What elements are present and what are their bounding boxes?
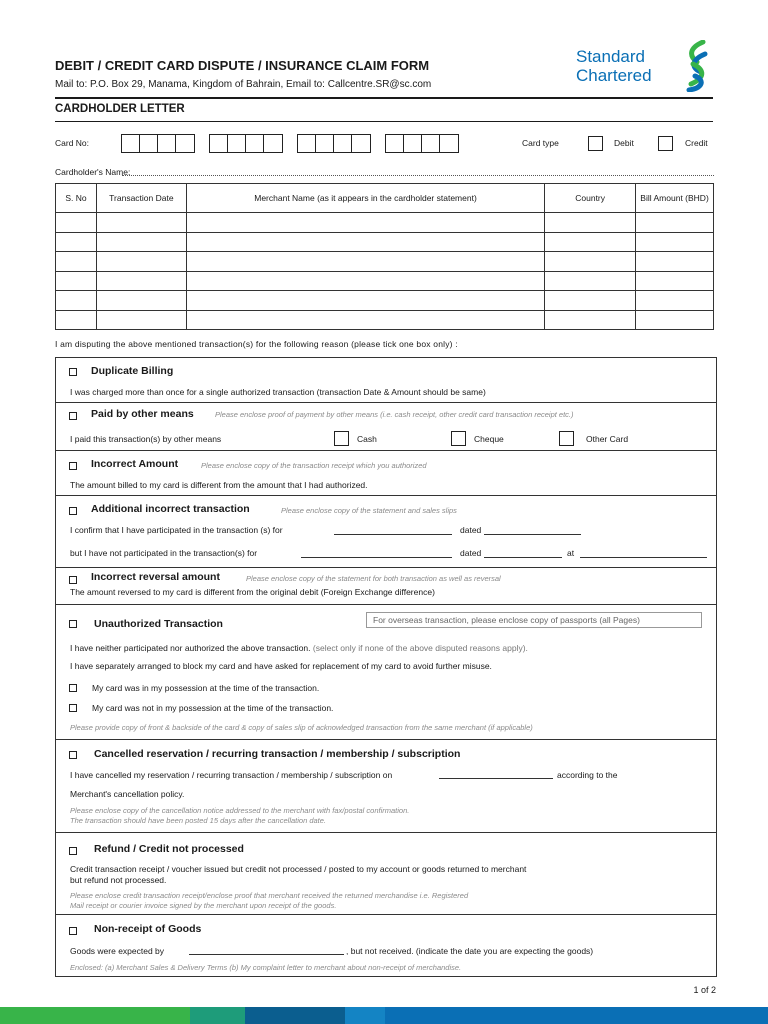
col-merchant-name: Merchant Name (as it appears in the cardholder statement) [186,184,544,213]
reversal-note: Please enclose copy of the statement for both transaction as well as reversal [246,574,501,583]
card-type-label: Card type [522,138,559,148]
additional-amount-field-2[interactable] [301,557,452,558]
nonreceipt-note: Enclosed: (a) Merchant Sales & Delivery Terms (b) My complaint letter to merchant about non-receipt of merchandise. [70,963,462,972]
table-header-row [56,184,714,213]
logo-mark-icon [681,40,713,92]
page-number: 1 of 2 [693,985,716,995]
debit-label: Debit [614,138,634,148]
refund-line2: but refund not processed. [70,875,167,885]
cancelled-line2: Merchant's cancellation policy. [70,789,185,799]
col-transaction-date: Transaction Date [96,184,186,213]
unauthorized-line1 [70,643,528,653]
additional-checkbox[interactable] [69,507,77,515]
refund-title: Refund / Credit not processed [94,843,244,855]
additional-at: at [567,548,575,558]
logo-line2: Chartered [576,66,652,85]
transaction-table [55,183,714,330]
logo-line1: Standard [576,47,645,66]
card-not-in-possession-checkbox[interactable] [69,704,77,712]
credit-checkbox[interactable] [658,136,673,151]
duplicate-checkbox[interactable] [69,368,77,376]
card-no-group-1[interactable] [121,134,195,153]
section-incorrect-amount [55,450,717,495]
cardholder-name-label: Cardholder's Name: [55,167,131,177]
refund-checkbox[interactable] [69,847,77,855]
cancelled-line1: I have cancelled my reservation / recurring transaction / membership / subscription on [70,770,393,780]
additional-note: Please enclose copy of the statement and sales slips [281,506,457,515]
additional-at-field[interactable] [580,557,707,558]
reason-intro: I am disputing the above mentioned transaction(s) for the following reason (please tick one box only) : [55,339,458,349]
additional-line1: I confirm that I have participated in the transaction (s) for [70,525,283,535]
additional-amount-field-1[interactable] [334,534,452,535]
additional-date-field-1[interactable] [484,534,581,535]
col-country: Country [545,184,636,213]
refund-line1: Credit transaction receipt / voucher issued but credit not processed / posted to my account or goods returned to merchant [70,864,527,874]
refund-note1: Please enclose credit transaction receipt/enclose proof that merchant received the returned merchandise i.e. Registered [70,891,469,900]
incorrect-amount-checkbox[interactable] [69,462,77,470]
other-card-checkbox[interactable] [559,431,574,446]
additional-line2: but I have not participated in the transaction(s) for [70,548,258,558]
unauthorized-note: Please provide copy of front & backside of the card & copy of sales slip of acknowledged transaction from the same merchant (if applicable) [70,723,533,732]
section-subtitle: CARDHOLDER LETTER [55,103,185,115]
cash-label: Cash [357,434,377,444]
section-other-means [55,402,717,450]
other-means-checkbox[interactable] [69,412,77,420]
nonreceipt-title: Non-receipt of Goods [94,923,202,935]
table-row[interactable] [56,213,714,233]
card-not-in-possession-label: My card was not in my possession at the time of the transaction. [92,703,334,713]
reversal-text: The amount reversed to my card is different from the original debit (Foreign Exchange difference) [70,587,435,597]
header-rule [55,97,713,99]
section-unauthorized [55,604,717,739]
cancelled-line1b: according to the [557,770,618,780]
section-cancelled [55,739,717,832]
incorrect-amount-note: Please enclose copy of the transaction receipt which you authorized [201,461,427,470]
card-in-possession-label: My card was in my possession at the time of the transaction. [92,683,320,693]
cancelled-note1: Please enclose copy of the cancellation notice addressed to the merchant with fax/postal confirmation. [70,806,410,815]
cash-checkbox[interactable] [334,431,349,446]
nonreceipt-line1: Goods were expected by [70,946,165,956]
footer-bar-teal [190,1007,245,1024]
credit-label: Credit [685,138,708,148]
unauthorized-line1-text: I have neither participated nor authorized the above transaction. [70,643,311,653]
table-row[interactable] [56,271,714,291]
section-nonreceipt [55,914,717,977]
nonreceipt-line1b: , but not received. (indicate the date you are expecting the goods) [346,946,594,956]
card-in-possession-checkbox[interactable] [69,684,77,692]
standard-chartered-logo [576,44,716,94]
incorrect-amount-title: Incorrect Amount [91,458,179,470]
nonreceipt-date-field[interactable] [189,954,344,955]
additional-dated-1: dated [460,525,482,535]
table-row[interactable] [56,310,714,330]
reversal-title: Incorrect reversal amount [91,571,220,583]
duplicate-text: I was charged more than once for a single authorized transaction (transaction Date & Amount should be same) [70,387,486,397]
card-no-group-4[interactable] [385,134,459,153]
reversal-checkbox[interactable] [69,576,77,584]
unauthorized-checkbox[interactable] [69,620,77,628]
other-card-label: Other Card [586,434,629,444]
cardholder-name-field[interactable] [122,175,714,176]
table-row[interactable] [56,291,714,311]
section-refund [55,832,717,914]
table-row[interactable] [56,252,714,272]
debit-checkbox[interactable] [588,136,603,151]
cheque-checkbox[interactable] [451,431,466,446]
duplicate-title: Duplicate Billing [91,365,174,377]
cancelled-note2: The transaction should have been posted 15 days after the cancellation date. [70,816,327,825]
subtitle-rule [55,121,713,122]
refund-note2: Mail receipt or courier invoice signed by the merchant upon receipt of the goods. [70,901,337,910]
incorrect-amount-text: The amount billed to my card is different from the amount that I had authorized. [70,480,368,490]
col-sno: S. No [56,184,97,213]
other-means-note: Please enclose proof of payment by other means (i.e. cash receipt, other credit card transaction receipt etc.) [215,410,574,419]
section-additional [55,495,717,567]
other-means-title: Paid by other means [91,408,194,420]
footer-bar-blue [385,1007,768,1024]
passport-note-box: For overseas transaction, please enclose copy of passports (all Pages) [366,612,702,628]
other-means-text: I paid this transaction(s) by other means [70,434,222,444]
cancelled-title: Cancelled reservation / recurring transaction / membership / subscription [94,748,461,760]
col-bill-amount: Bill Amount (BHD) [636,184,714,213]
footer-bar-midblue [345,1007,385,1024]
card-no-group-3[interactable] [297,134,371,153]
footer-bar-green [0,1007,190,1024]
cheque-label: Cheque [474,434,504,444]
unauthorized-line2: I have separately arranged to block my card and have asked for replacement of my card to avoid further misuse. [70,661,492,671]
table-row[interactable] [56,232,714,252]
mail-address: Mail to: P.O. Box 29, Manama, Kingdom of Bahrain, Email to: Callcentre.SR@sc.com [55,79,432,90]
card-no-label: Card No: [55,138,90,148]
unauthorized-line1-hint: (select only if none of the above disputed reasons apply). [312,643,528,653]
unauthorized-title: Unauthorized Transaction [94,618,223,630]
cancelled-date-field[interactable] [439,778,553,779]
section-reversal [55,567,717,604]
card-no-group-2[interactable] [209,134,283,153]
footer-bar-darkblue [245,1007,345,1024]
additional-date-field-2[interactable] [484,557,562,558]
section-duplicate-billing [55,357,717,402]
nonreceipt-checkbox[interactable] [69,927,77,935]
additional-title: Additional incorrect transaction [91,503,250,515]
cancelled-checkbox[interactable] [69,751,77,759]
additional-dated-2: dated [460,548,482,558]
form-title: DEBIT / CREDIT CARD DISPUTE / INSURANCE CLAIM FORM [55,58,430,73]
